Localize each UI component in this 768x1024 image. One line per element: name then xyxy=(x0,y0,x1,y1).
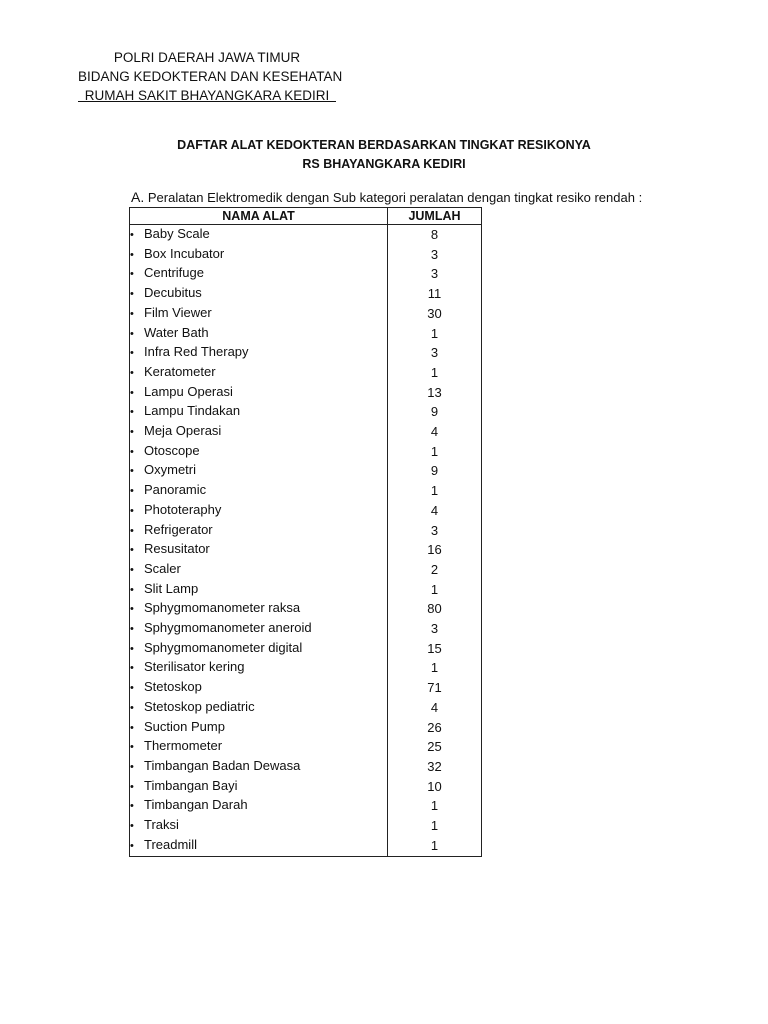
bullet-icon: • xyxy=(130,760,134,773)
bullet-icon: • xyxy=(130,445,134,458)
document-title: DAFTAR ALAT KEDOKTERAN BERDASARKAN TINGKAT RESIKONYA xyxy=(177,138,591,152)
section-text: Peralatan Elektromedik dengan Sub kategori peralatan dengan tingkat resiko rendah : xyxy=(147,190,643,205)
equipment-qty: 30 xyxy=(388,304,482,324)
bullet-icon: • xyxy=(130,465,134,478)
letterhead xyxy=(78,48,343,105)
equipment-name: Infra Red Therapy xyxy=(144,344,249,360)
equipment-qty: 16 xyxy=(388,540,482,560)
document-subtitle: RS BHAYANGKARA KEDIRI xyxy=(302,157,466,171)
equipment-qty: 3 xyxy=(388,245,482,265)
equipment-qty: 3 xyxy=(388,343,482,363)
table-row xyxy=(130,777,482,797)
equipment-name-cell xyxy=(130,383,388,403)
bullet-icon: • xyxy=(130,800,134,813)
equipment-qty: 13 xyxy=(388,383,482,403)
table-row xyxy=(130,264,482,284)
column-header-name: NAMA ALAT xyxy=(130,208,388,225)
equipment-qty: 1 xyxy=(388,796,482,816)
equipment-name-cell xyxy=(130,619,388,639)
equipment-name-cell xyxy=(130,718,388,738)
equipment-name-cell xyxy=(130,521,388,541)
bullet-icon: • xyxy=(130,741,134,754)
equipment-name-cell xyxy=(130,324,388,344)
bullet-icon: • xyxy=(130,327,134,340)
equipment-name: Keratometer xyxy=(144,363,216,379)
table-row xyxy=(130,796,482,816)
equipment-name-cell xyxy=(130,639,388,659)
equipment-name: Stetoskop xyxy=(144,679,202,695)
equipment-qty: 71 xyxy=(388,678,482,698)
equipment-name: Sphygmomanometer digital xyxy=(144,639,303,655)
equipment-qty: 4 xyxy=(388,698,482,718)
equipment-qty: 80 xyxy=(388,599,482,619)
equipment-name: Sphygmomanometer raksa xyxy=(144,600,301,616)
table-row xyxy=(130,658,482,678)
equipment-name: Traksi xyxy=(144,817,179,833)
equipment-name-cell xyxy=(130,343,388,363)
equipment-name: Otoscope xyxy=(144,442,200,458)
table-row xyxy=(130,383,482,403)
equipment-name: Centrifuge xyxy=(144,265,204,281)
table-row xyxy=(130,343,482,363)
equipment-name-cell xyxy=(130,560,388,580)
table-row xyxy=(130,245,482,265)
equipment-name-cell xyxy=(130,678,388,698)
equipment-qty: 26 xyxy=(388,718,482,738)
equipment-name: Slit Lamp xyxy=(144,580,199,596)
letterhead-underline xyxy=(78,101,336,102)
equipment-name-cell xyxy=(130,816,388,836)
equipment-name-cell xyxy=(130,580,388,600)
section-heading xyxy=(131,188,642,207)
table-body xyxy=(130,225,482,857)
equipment-name: Timbangan Badan Dewasa xyxy=(144,757,301,773)
equipment-name: Water Bath xyxy=(144,324,209,340)
bullet-icon: • xyxy=(130,485,134,498)
equipment-name-cell xyxy=(130,658,388,678)
table-row xyxy=(130,461,482,481)
equipment-name-cell xyxy=(130,796,388,816)
equipment-name-cell xyxy=(130,422,388,442)
equipment-qty: 2 xyxy=(388,560,482,580)
equipment-name: Suction Pump xyxy=(144,718,225,734)
equipment-qty: 3 xyxy=(388,264,482,284)
equipment-qty: 1 xyxy=(388,442,482,462)
column-header-qty: JUMLAH xyxy=(388,208,482,225)
equipment-qty: 9 xyxy=(388,402,482,422)
table-row xyxy=(130,481,482,501)
equipment-qty: 1 xyxy=(388,816,482,836)
equipment-name-cell xyxy=(130,481,388,501)
table-row xyxy=(130,619,482,639)
equipment-name: Sphygmomanometer aneroid xyxy=(144,620,312,636)
equipment-qty: 11 xyxy=(388,284,482,304)
bullet-icon: • xyxy=(130,544,134,557)
table-row xyxy=(130,836,482,856)
bullet-icon: • xyxy=(130,426,134,439)
equipment-name: Refrigerator xyxy=(144,521,213,537)
bullet-icon: • xyxy=(130,623,134,636)
table-row xyxy=(130,442,482,462)
equipment-name: Treadmill xyxy=(144,836,197,852)
table-header-row xyxy=(130,208,482,225)
equipment-name-cell xyxy=(130,304,388,324)
equipment-name: Baby Scale xyxy=(144,226,210,241)
bullet-icon: • xyxy=(130,347,134,360)
table-row xyxy=(130,422,482,442)
equipment-name-cell xyxy=(130,363,388,383)
table-row xyxy=(130,816,482,836)
equipment-name: Timbangan Darah xyxy=(144,797,248,813)
letterhead-line-2: BIDANG KEDOKTERAN DAN KESEHATAN xyxy=(78,69,343,84)
bullet-icon: • xyxy=(130,524,134,537)
table-row xyxy=(130,501,482,521)
equipment-qty: 1 xyxy=(388,658,482,678)
equipment-name-cell xyxy=(130,442,388,462)
equipment-name: Box Incubator xyxy=(144,245,225,261)
bullet-icon: • xyxy=(130,248,134,261)
equipment-name-cell xyxy=(130,501,388,521)
equipment-name: Phototeraphy xyxy=(144,501,222,517)
equipment-qty: 25 xyxy=(388,737,482,757)
bullet-icon: • xyxy=(130,780,134,793)
equipment-qty: 15 xyxy=(388,639,482,659)
equipment-name: Lampu Operasi xyxy=(144,383,233,399)
bullet-icon: • xyxy=(130,642,134,655)
bullet-icon: • xyxy=(130,820,134,833)
equipment-name: Oxymetri xyxy=(144,462,196,478)
equipment-qty: 8 xyxy=(388,225,482,245)
table-row xyxy=(130,580,482,600)
equipment-name: Sterilisator kering xyxy=(144,659,245,675)
table-row xyxy=(130,540,482,560)
bullet-icon: • xyxy=(130,268,134,281)
table-row xyxy=(130,757,482,777)
equipment-name-cell xyxy=(130,245,388,265)
equipment-qty: 1 xyxy=(388,363,482,383)
bullet-icon: • xyxy=(130,701,134,714)
bullet-icon: • xyxy=(130,721,134,734)
equipment-name-cell xyxy=(130,284,388,304)
table-row xyxy=(130,718,482,738)
equipment-qty: 3 xyxy=(388,619,482,639)
equipment-name: Thermometer xyxy=(144,738,223,754)
bullet-icon: • xyxy=(130,563,134,576)
equipment-name-cell xyxy=(130,698,388,718)
equipment-name: Decubitus xyxy=(144,285,202,301)
table-row xyxy=(130,304,482,324)
bullet-icon: • xyxy=(130,682,134,695)
equipment-qty: 1 xyxy=(388,836,482,856)
equipment-qty: 4 xyxy=(388,501,482,521)
bullet-icon: • xyxy=(130,288,134,301)
letterhead-line-3: RUMAH SAKIT BHAYANGKARA KEDIRI xyxy=(84,88,330,103)
bullet-icon: • xyxy=(130,307,134,320)
bullet-icon: • xyxy=(130,662,134,675)
equipment-name: Lampu Tindakan xyxy=(144,403,241,419)
table-row xyxy=(130,678,482,698)
table-row xyxy=(130,639,482,659)
table-row xyxy=(130,225,482,245)
bullet-icon: • xyxy=(130,603,134,616)
equipment-name: Timbangan Bayi xyxy=(144,777,238,793)
equipment-name-cell xyxy=(130,757,388,777)
equipment-qty: 1 xyxy=(388,324,482,344)
equipment-name: Scaler xyxy=(144,560,181,576)
bullet-icon: • xyxy=(130,386,134,399)
equipment-qty: 32 xyxy=(388,757,482,777)
equipment-table xyxy=(129,207,482,857)
table-row xyxy=(130,363,482,383)
bullet-icon: • xyxy=(130,504,134,517)
equipment-name: Resusitator xyxy=(144,541,210,557)
equipment-qty: 1 xyxy=(388,481,482,501)
equipment-name: Film Viewer xyxy=(144,304,212,320)
letterhead-line-1: POLRI DAERAH JAWA TIMUR xyxy=(113,50,301,65)
equipment-qty: 3 xyxy=(388,521,482,541)
equipment-name: Panoramic xyxy=(144,482,207,498)
equipment-qty: 1 xyxy=(388,580,482,600)
equipment-name-cell xyxy=(130,461,388,481)
equipment-qty: 9 xyxy=(388,461,482,481)
equipment-name-cell xyxy=(130,836,388,856)
table-row xyxy=(130,402,482,422)
table-row xyxy=(130,737,482,757)
equipment-name-cell xyxy=(130,777,388,797)
bullet-icon: • xyxy=(130,583,134,596)
equipment-name: Stetoskop pediatric xyxy=(144,698,255,714)
equipment-name-cell xyxy=(130,540,388,560)
equipment-qty: 10 xyxy=(388,777,482,797)
table-row xyxy=(130,284,482,304)
equipment-name-cell xyxy=(130,402,388,422)
bullet-icon: • xyxy=(130,229,134,241)
equipment-name-cell xyxy=(130,264,388,284)
table-row xyxy=(130,560,482,580)
bullet-icon: • xyxy=(130,406,134,419)
table-row xyxy=(130,324,482,344)
section-letter: A. xyxy=(131,189,145,205)
bullet-icon: • xyxy=(130,366,134,379)
bullet-icon: • xyxy=(130,839,134,852)
table-row xyxy=(130,521,482,541)
equipment-name: Meja Operasi xyxy=(144,423,222,439)
equipment-qty: 4 xyxy=(388,422,482,442)
table-row xyxy=(130,599,482,619)
equipment-name-cell xyxy=(130,599,388,619)
equipment-name-cell xyxy=(130,737,388,757)
equipment-name-cell xyxy=(130,225,388,245)
table-row xyxy=(130,698,482,718)
